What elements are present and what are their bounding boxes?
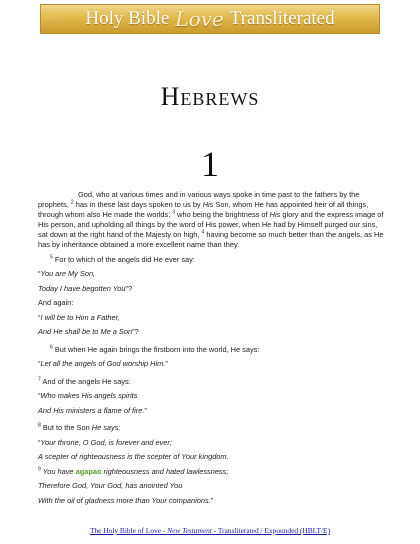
quote-line: And He shall be to Me a Son”? <box>38 327 139 336</box>
italic-word: His <box>202 200 214 209</box>
italic-word: His <box>269 210 281 219</box>
quote-line: With the oil of gladness more than Your companions.” <box>38 495 214 505</box>
verse-6 <box>38 345 388 355</box>
verse-number: 2 <box>70 199 74 206</box>
verse-2-text: Son, whom He has appointed heir of all things, through whom also He made the worlds; <box>38 200 369 219</box>
page-footer[interactable] <box>0 526 420 535</box>
chapter-number: 1 <box>201 144 219 184</box>
title-banner <box>40 4 380 34</box>
footer-title-part: - Transliterated / Expounded (HBLT/E) <box>211 526 331 535</box>
quote-line: “I will be to Him a Father, <box>38 312 120 322</box>
verse-1-text: God, who at various times and in various ways spoke in time past to the fathers by the prophets, <box>38 190 360 209</box>
footer-title-part: New Testament <box>167 526 212 535</box>
verse-number: 9 <box>38 466 41 473</box>
quote-line: Today I have begotten You”? <box>38 283 133 293</box>
verse-4-text: having become so much better than the angels, as He has by inheritance obtained a more excellent name than they. <box>38 230 384 249</box>
verse-7 <box>38 377 388 387</box>
verse-9: $^9$ You have agapao righteousness and hated lawlessness; <box>38 466 229 476</box>
quote-line: “Who makes His angels spirits <box>38 391 138 400</box>
book-title: Hebrews <box>160 82 260 111</box>
banner-word-love: Love <box>175 7 224 31</box>
footer-title-part: The Holy Bible of Love - <box>89 526 168 535</box>
verse-6-text: But when He again brings the firstborn into the world, He says: <box>52 344 260 354</box>
verse-8-text: But to the Son <box>40 423 92 432</box>
verse-3-text: glory and the express image of His person, and upholding all things by the word of His power, when He had by Himself purged our sins, sat down at the right hand of the Majesty on high, <box>38 210 384 239</box>
transliterated-word-agapao[interactable]: agapao <box>75 466 102 476</box>
verse-2-text: has in these last days spoken to us by <box>73 200 203 209</box>
verse-5 <box>38 255 388 265</box>
verse-number: 7 <box>38 376 41 383</box>
banner-ghost-text: .... <box>45 7 62 22</box>
verse-3-text: who being the brightness of <box>175 210 270 219</box>
verse-number: 6 <box>50 344 53 351</box>
quote-line: “Let all the angels of God worship Him.” <box>38 359 168 368</box>
quote-line: Therefore God, Your God, has anointed You <box>38 481 183 490</box>
verse-number: 3 <box>172 209 176 216</box>
banner-word-transliterated: Transliterated <box>229 8 335 29</box>
verse-number: 4 <box>201 229 205 236</box>
verses-1-4 <box>38 190 388 250</box>
quote-line: “Your throne, O God, is forever and ever; <box>38 437 172 447</box>
verse-number: 5 <box>50 254 53 261</box>
verse-5-text: For to which of the angels did He ever say: <box>52 254 195 264</box>
italic-word: He says: <box>91 423 121 432</box>
banner-word-holy-bible: Holy Bible <box>85 8 170 29</box>
verse-7-text: And of the angels He says: <box>40 376 131 386</box>
verse-connector: And again: <box>38 298 74 307</box>
scripture-text <box>38 190 388 510</box>
verse-8 <box>38 423 388 433</box>
quote-line: And His ministers a flame of fire.” <box>38 405 147 415</box>
quote-line: “You are My Son, <box>38 269 96 278</box>
quote-line: A scepter of righteousness is the scepter of Your kingdom. <box>38 452 229 461</box>
verse-number: 8 <box>38 422 41 429</box>
